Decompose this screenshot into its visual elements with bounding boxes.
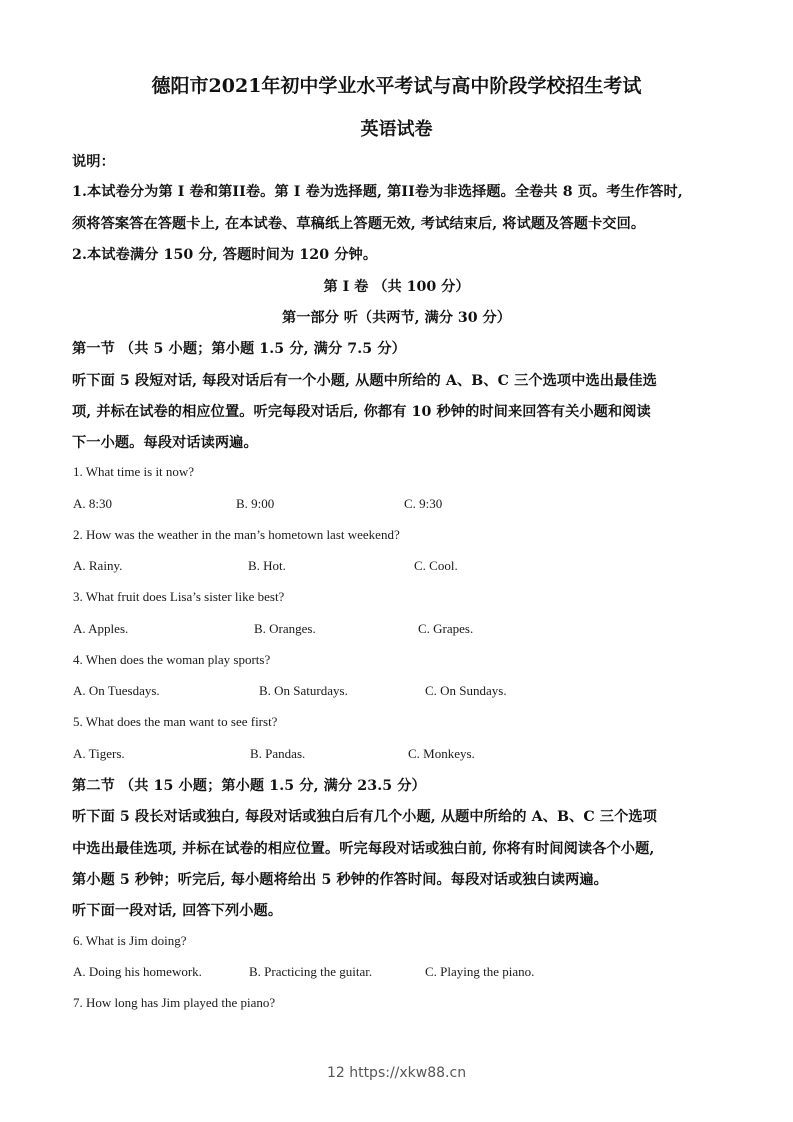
section1-title: 第一节 （共 5 小题；第小题 1.5 分, 满分 7.5 分）: [72, 341, 406, 357]
q4-option-b: B. On Saturdays.: [259, 683, 348, 698]
q2-option-b: B. Hot.: [248, 558, 286, 573]
q3-option-c: C. Grapes.: [418, 621, 474, 636]
part-title: 第一部分 听（共两节, 满分 30 分）: [282, 310, 511, 326]
q6-option-a: A. Doing his homework.: [73, 964, 202, 979]
instructions-line-1: 1.本试卷分为第 I 卷和第II卷。第 I 卷为选择题, 第II卷为非选择题。全卷共 8 页。考生作答时,: [72, 184, 683, 200]
q5-option-a: A. Tigers.: [73, 746, 125, 761]
q2-option-a: A. Rainy.: [73, 558, 123, 573]
q4-option-a: A. On Tuesdays.: [73, 683, 160, 698]
question-6: 6. What is Jim doing?: [73, 933, 187, 948]
volume-title: 第 I 卷 （共 100 分）: [323, 279, 470, 295]
q1-option-a: A. 8:30: [73, 496, 112, 511]
page-footer: 12 https://xkw88.cn: [326, 1065, 467, 1081]
q5-option-b: B. Pandas.: [250, 746, 306, 761]
section2-directions-1: 听下面 5 段长对话或独白, 每段对话或独白后有几个小题, 从题中所给的 A、B、C 三个选项: [72, 809, 657, 825]
q3-option-a: A. Apples.: [73, 621, 129, 636]
exam-subtitle: 英语试卷: [360, 119, 433, 140]
question-1: 1. What time is it now?: [73, 464, 195, 479]
q1-option-c: C. 9:30: [404, 496, 443, 511]
q2-option-c: C. Cool.: [414, 558, 458, 573]
question-4: 4. When does the woman play sports?: [73, 652, 271, 667]
question-7: 7. How long has Jim played the piano?: [73, 995, 276, 1010]
section2-sub-directions: 听下面一段对话, 回答下列小题。: [72, 903, 283, 919]
q3-option-b: B. Oranges.: [254, 621, 316, 636]
instructions-label: 说明：: [72, 154, 115, 170]
section1-directions-1: 听下面 5 段短对话, 每段对话后有一个小题, 从题中所给的 A、B、C 三个选项中选出最佳选: [72, 373, 657, 389]
q4-option-c: C. On Sundays.: [425, 683, 507, 698]
section1-directions-3: 下一小题。每段对话读两遍。: [72, 435, 258, 451]
q5-option-c: C. Monkeys.: [408, 746, 475, 761]
q1-option-b: B. 9:00: [236, 496, 275, 511]
q6-option-b: B. Practicing the guitar.: [249, 964, 373, 979]
question-3: 3. What fruit does Lisa’s sister like best?: [73, 589, 285, 604]
section2-directions-3: 第小题 5 秒钟；听完后, 每小题将给出 5 秒钟的作答时间。每段对话或独白读两遍。: [72, 872, 608, 888]
section1-directions-2: 项, 并标在试卷的相应位置。听完每段对话后, 你都有 10 秒钟的时间来回答有关小题和阅读: [72, 404, 651, 420]
q6-option-c: C. Playing the piano.: [425, 964, 535, 979]
section2-directions-2: 中选出最佳选项, 并标在试卷的相应位置。听完每段对话或独白前, 你将有时间阅读各个小题,: [72, 841, 655, 857]
question-2: 2. How was the weather in the man’s hometown last weekend?: [73, 527, 400, 542]
instructions-line-3: 2.本试卷满分 150 分, 答题时间为 120 分钟。: [72, 247, 378, 263]
question-5: 5. What does the man want to see first?: [73, 714, 278, 729]
exam-title: 德阳市2021年初中学业水平考试与高中阶段学校招生考试: [151, 75, 642, 97]
section2-title: 第二节 （共 15 小题；第小题 1.5 分, 满分 23.5 分）: [72, 778, 426, 794]
instructions-line-2: 须将答案答在答题卡上, 在本试卷、草稿纸上答题无效, 考试结束后, 将试题及答题卡交回。: [72, 216, 646, 232]
